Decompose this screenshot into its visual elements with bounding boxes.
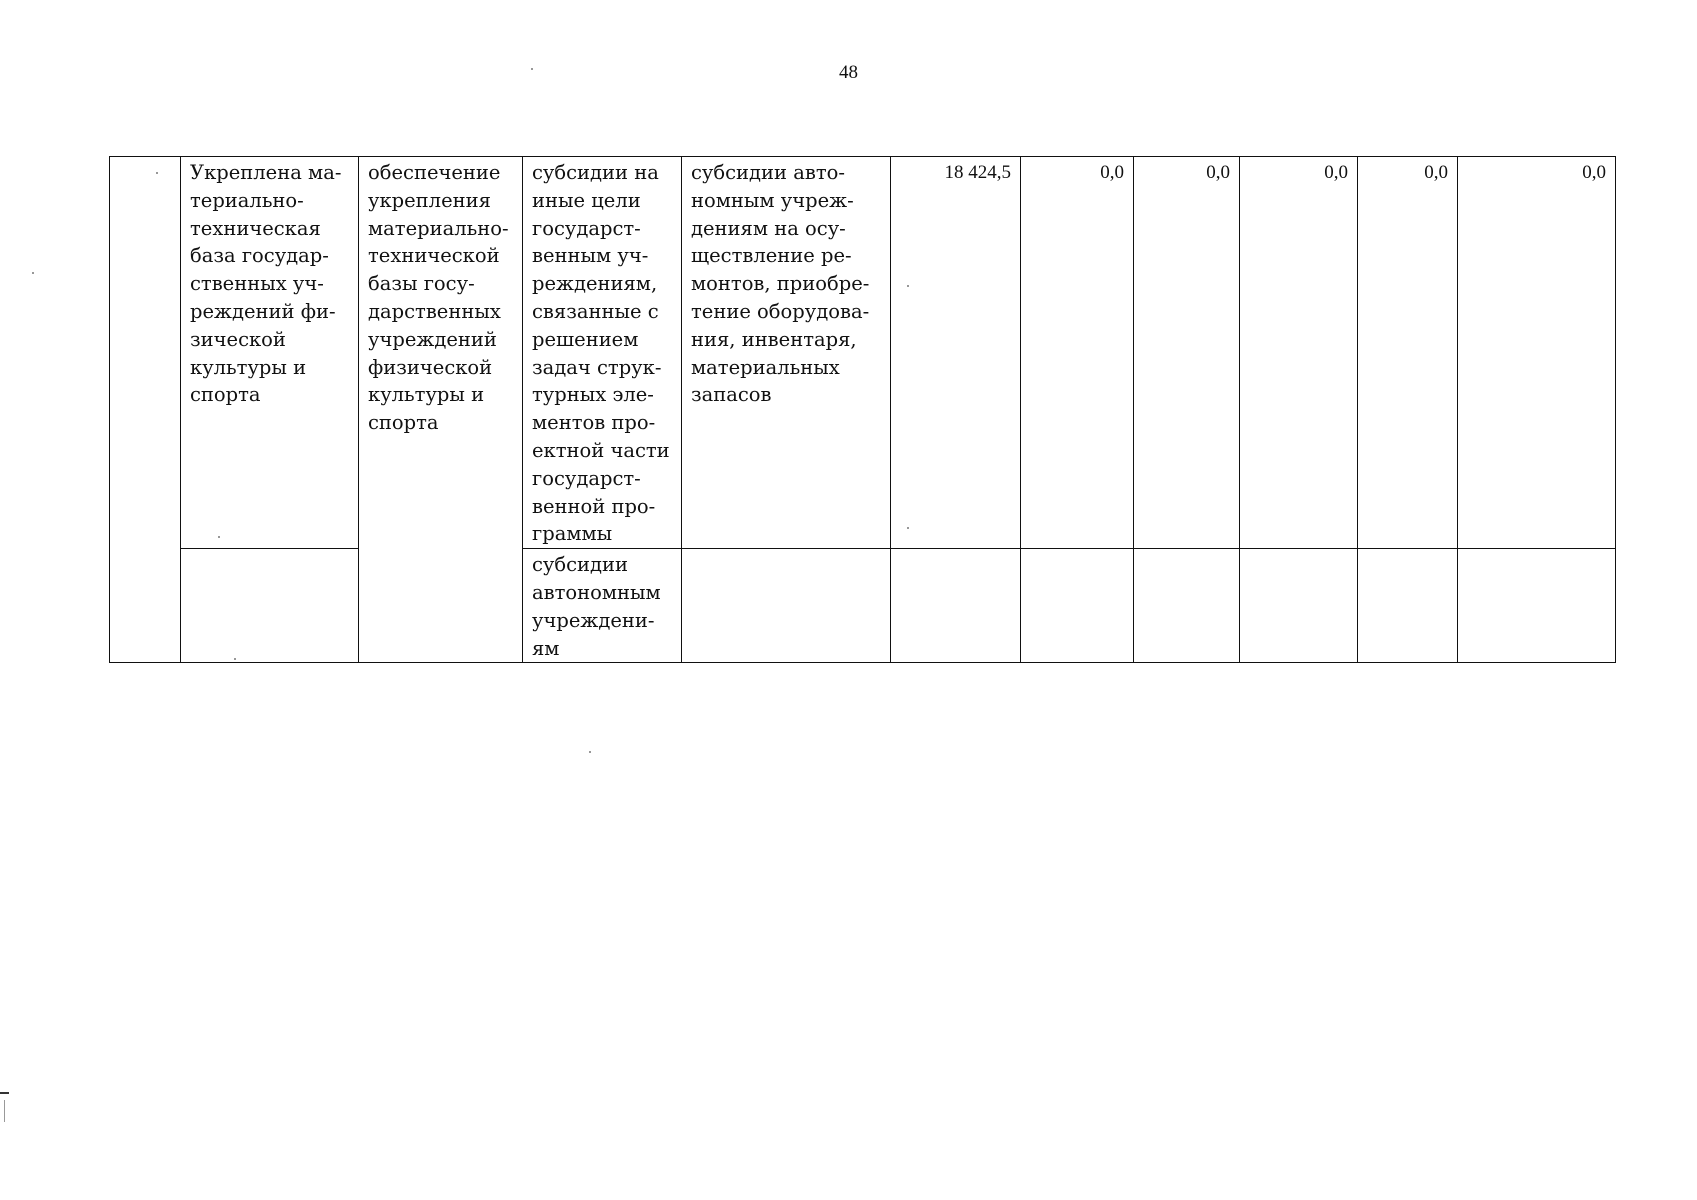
amount-cell (1240, 549, 1358, 663)
scan-margin-mark (4, 1100, 5, 1122)
scan-speck (156, 172, 158, 174)
page-number: 48 (839, 62, 858, 83)
activity-cell (359, 157, 523, 663)
amount-cell: 0,0 (1021, 157, 1134, 549)
purpose-text: субсидии авто- номным учреж- дениям на осу- ществление ре- монтов, приобре- тение оборудова- ния, инвентаря, материальных запасов (691, 161, 870, 407)
amount-cell (1358, 549, 1458, 663)
amount-cell (1021, 549, 1134, 663)
result-text: Укреплена ма- териально- техническая база государ- ственных уч- реждений фи- зической культуры и спорта (190, 161, 342, 407)
scan-speck (907, 527, 909, 529)
subsidy-type-text: субсидии автономным учреждени- ям (532, 553, 661, 660)
amount-cell (891, 549, 1021, 663)
subsidy-type-cell (523, 157, 682, 549)
amount-cell (1458, 549, 1616, 663)
amount-cell: 0,0 (1458, 157, 1616, 549)
scan-speck (907, 285, 909, 287)
subsidy-type-text: субсидии на иные цели государст- венным уч- реждениям, связанные с решением задач струк- турных эле- ментов про- ектной части государст- венной про- граммы (532, 161, 670, 546)
result-cell (181, 157, 359, 549)
amount-cell (1134, 549, 1240, 663)
scan-speck (531, 68, 533, 70)
scan-speck (234, 658, 236, 660)
amount-cell: 0,0 (1358, 157, 1458, 549)
amount-cell: 0,0 (1134, 157, 1240, 549)
scan-speck (589, 751, 591, 753)
scan-margin-mark (0, 1092, 9, 1094)
purpose-cell (682, 549, 891, 663)
table-row (110, 549, 1616, 663)
scan-speck (218, 536, 220, 538)
amount-cell: 18 424,5 (891, 157, 1021, 549)
amount-cell: 0,0 (1240, 157, 1358, 549)
row-number-cell (110, 157, 181, 663)
budget-table (109, 156, 1616, 663)
activity-text: обеспечение укрепления материально- технической базы госу- дарственных учреждений физической культуры и спорта (368, 161, 509, 435)
table-row (110, 157, 1616, 549)
scan-speck (32, 272, 34, 274)
subsidy-type-cell (523, 549, 682, 663)
result-cell (181, 549, 359, 663)
purpose-cell (682, 157, 891, 549)
